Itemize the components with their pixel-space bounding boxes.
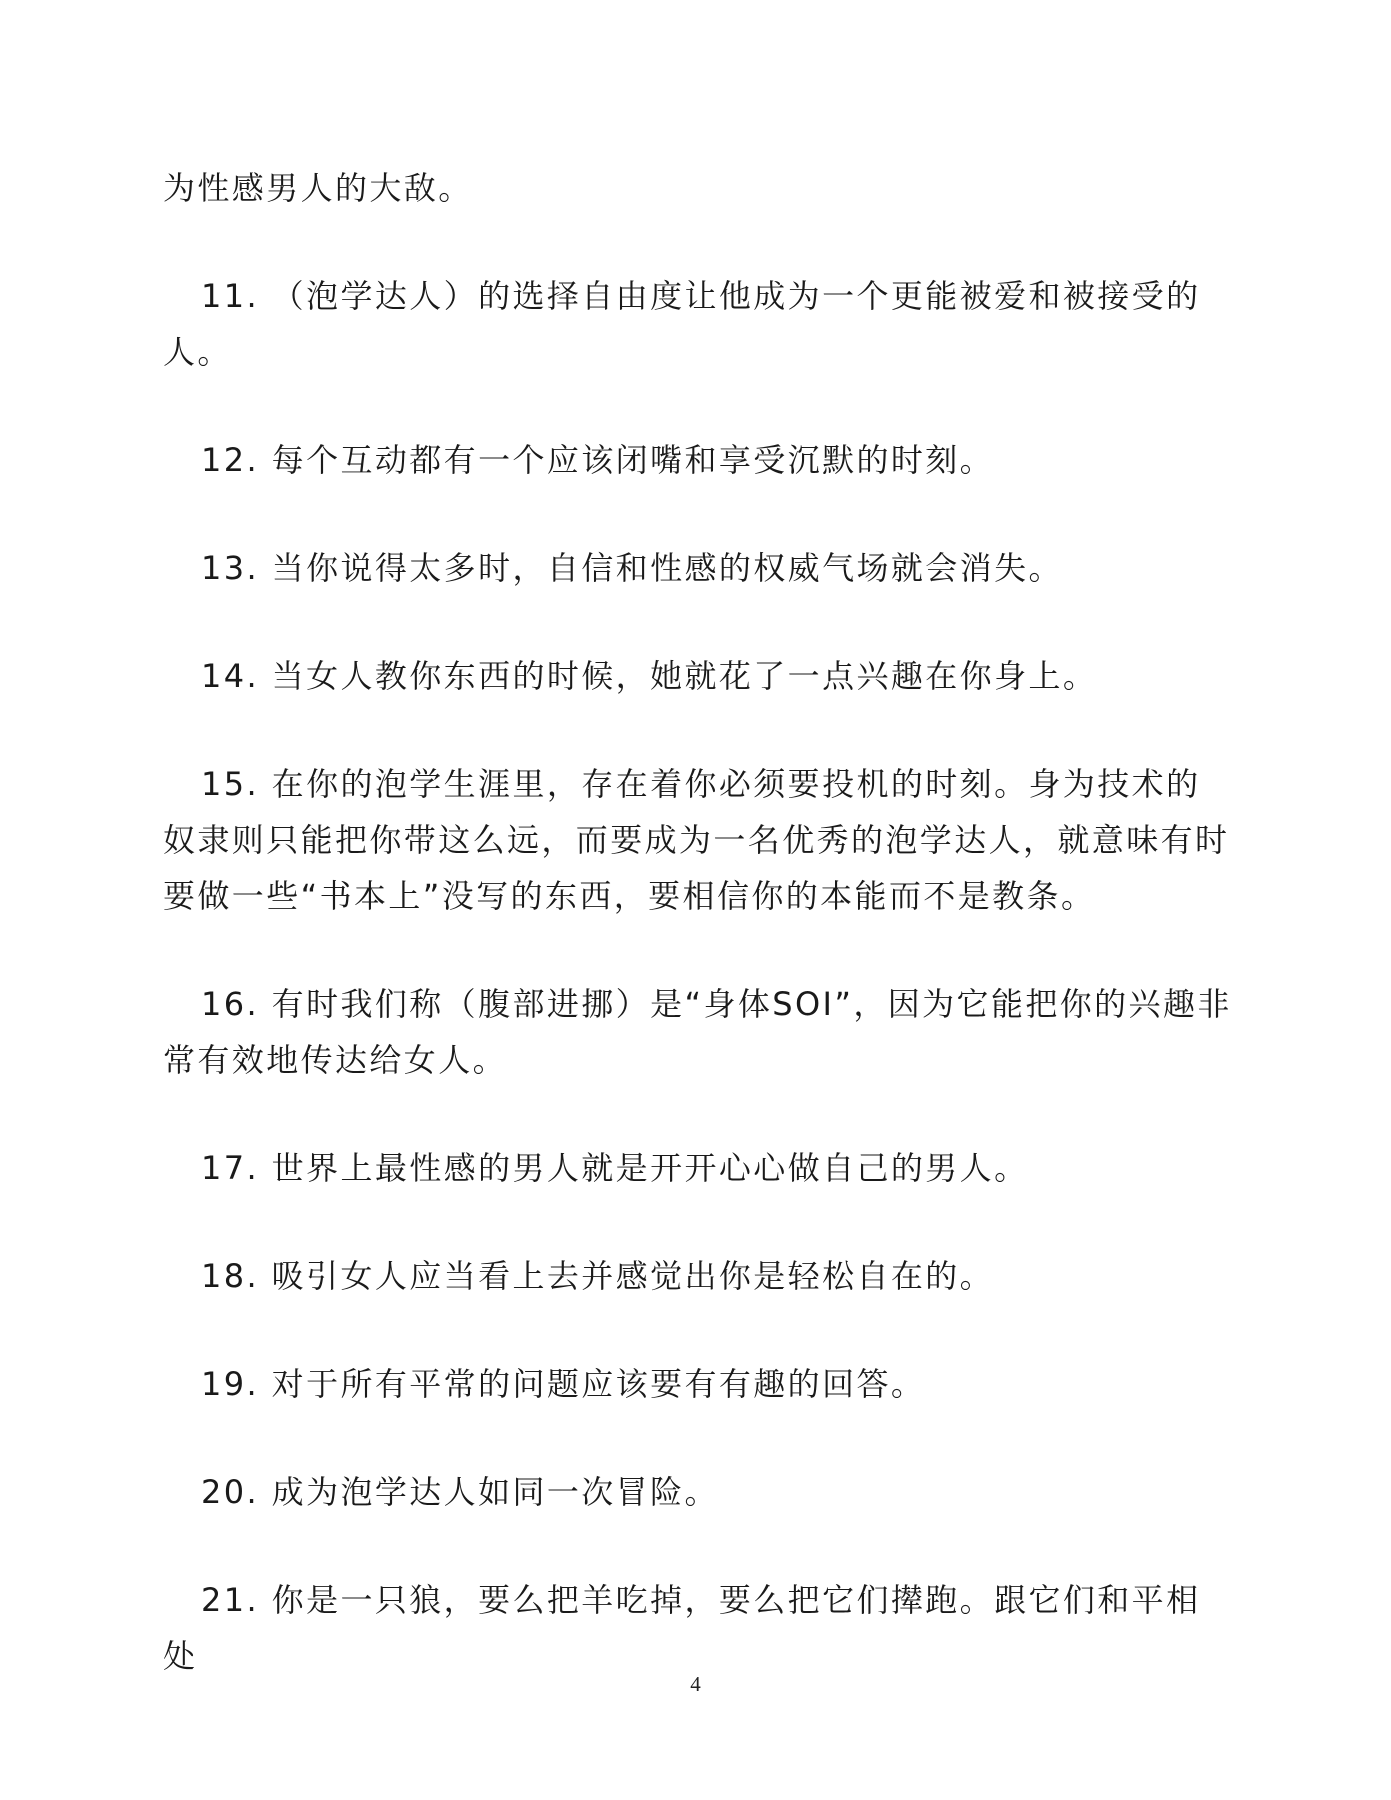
paragraph-continuation: 为性感男人的大敌。 [163, 169, 473, 207]
list-item-14: 14. 当女人教你东西的时候，她就花了一点兴趣在你身上。 [201, 657, 1098, 695]
list-item-20: 20. 成为泡学达人如同一次冒险。 [201, 1473, 719, 1511]
list-item-19: 19. 对于所有平常的问题应该要有有趣的回答。 [201, 1365, 926, 1403]
document-body [163, 160, 1233, 1736]
list-item-15: 15. 在你的泡学生涯里，存在着你必须要投机的时刻。身为技术的奴隶则只能把你带这么远，而要成为一名优秀的泡学达人，就意味有时要做一些“书本上”没写的东西，要相信你的本能而不是教条。 [163, 765, 1230, 915]
list-item-11: 11. （泡学达人）的选择自由度让他成为一个更能被爱和被接受的人。 [163, 277, 1201, 371]
list-item-16: 16. 有时我们称（腹部进挪）是“身体SOI”，因为它能把你的兴趣非常有效地传达给女人。 [163, 985, 1232, 1079]
list-item-21: 21. 你是一只狼，要么把羊吃掉，要么把它们撵跑。跟它们和平相处 [163, 1581, 1201, 1675]
list-item-13: 13. 当你说得太多时，自信和性感的权威气场就会消失。 [201, 549, 1063, 587]
page-number: 4 [690, 1672, 701, 1696]
list-item-18: 18. 吸引女人应当看上去并感觉出你是轻松自在的。 [201, 1257, 995, 1295]
list-item-17: 17. 世界上最性感的男人就是开开心心做自己的男人。 [201, 1149, 1029, 1187]
list-item-12: 12. 每个互动都有一个应该闭嘴和享受沉默的时刻。 [201, 441, 995, 479]
